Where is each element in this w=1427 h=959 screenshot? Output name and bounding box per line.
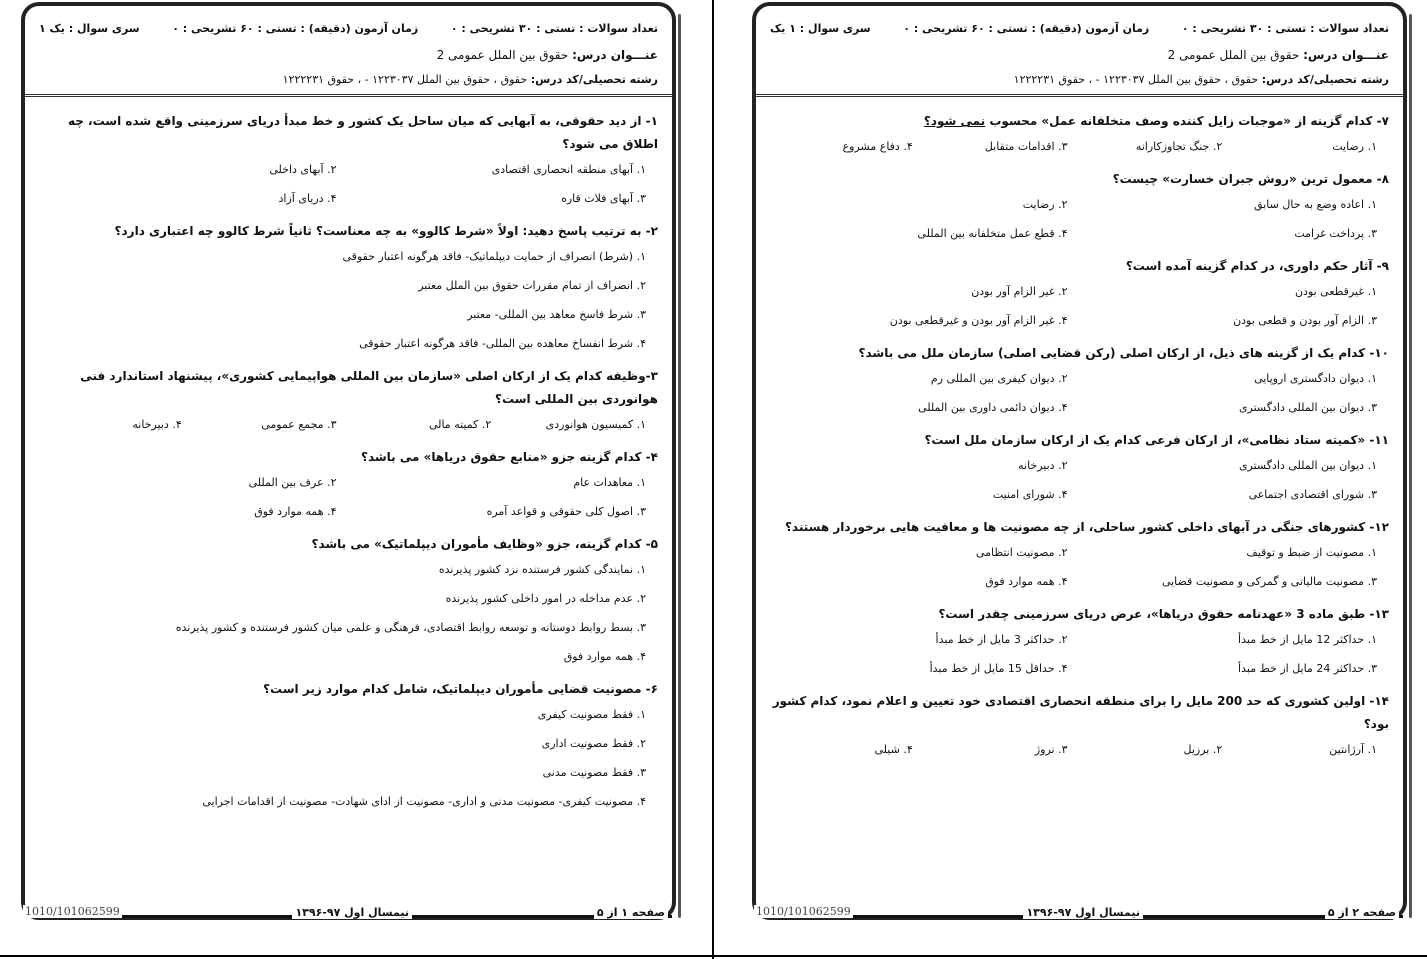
question-stem: ۱۰- کدام یک از گزینه های ذیل، از ارکان اصلی (رکن قضایی اصلی) سازمان ملل می باشد؟	[858, 346, 1389, 360]
question-text	[770, 516, 1389, 539]
field-label: رشته تحصیلی/کد درس:	[1261, 73, 1389, 86]
question-series: سری سوال : ۱ یک	[770, 22, 871, 35]
answer-options	[39, 707, 658, 810]
field-label: رشته تحصیلی/کد درس:	[530, 73, 658, 86]
answer-option: ۴. دفاع مشروع	[842, 140, 913, 153]
answer-option: ۲. عرف بین المللی	[248, 476, 337, 489]
page-footer	[25, 905, 672, 923]
answer-options	[770, 197, 1389, 242]
questions-list	[770, 110, 1389, 771]
answer-options	[770, 458, 1389, 503]
answer-option: ۱. آرژانتین	[1329, 743, 1377, 756]
answer-option: ۳. شورای اقتصادی اجتماعی	[1248, 488, 1377, 501]
course-label: عنـــوان درس:	[1303, 48, 1389, 62]
answer-option: ۲. جنگ تجاوزکارانه	[1135, 140, 1223, 153]
answer-option: ۲. غیر الزام آور بودن	[971, 285, 1068, 298]
question-stem: ۱۴- اولین کشوری که حد 200 مایل را برای منطقه انحصاری اقتصادی خود تعیین و اعلام نمود، کدام کشور بود؟	[772, 694, 1389, 731]
question-text	[770, 690, 1389, 736]
field-value: حقوق ، حقوق بین الملل ۱۲۲۳۰۳۷ - ، حقوق ۱۲۲۲۲۳۱	[282, 73, 528, 86]
footer-page-number: صفحه ۲ از ۵	[1325, 906, 1399, 919]
answer-option: ۴. دریای آزاد	[278, 192, 337, 205]
answer-option: ۳. اقدامات متقابل	[984, 140, 1068, 153]
answer-option: ۳. اصول کلی حقوقی و قواعد آمره	[486, 505, 646, 518]
answer-option: ۱. رضایت	[1332, 140, 1377, 153]
answer-options	[770, 545, 1389, 590]
page-footer	[756, 905, 1403, 923]
answer-option: ۱. (شرط) انصراف از حمایت دیپلماتیک- فاقد هرگونه اعتبار حقوقی	[342, 250, 646, 263]
answer-option: ۲. دیوان کیفری بین المللی رم	[930, 372, 1068, 385]
answer-option: ۴. همه موارد فوق	[563, 650, 646, 663]
question-text	[39, 365, 658, 411]
answer-options	[39, 475, 658, 520]
course-label: عنـــوان درس:	[572, 48, 658, 62]
question-text	[39, 533, 658, 556]
answer-option: ۱. اعاده وضع به حال سابق	[1254, 198, 1377, 211]
answer-options	[770, 139, 1389, 155]
answer-option: ۲. کمیته مالی	[428, 418, 492, 431]
course-title: حقوق بین الملل عمومی 2	[1167, 48, 1300, 62]
answer-option: ۴. غیر الزام آور بودن و غیرقطعی بودن	[889, 314, 1068, 327]
answer-option: ۳. فقط مصونیت مدنی	[542, 766, 646, 779]
footer-term: نیمسال اول ۹۷-۱۳۹۶	[1023, 906, 1143, 919]
question-stem: ۱۱- «کمیته ستاد نظامی»، از ارکان فرعی کدام یک از ارکان سازمان ملل است؟	[924, 433, 1389, 447]
answer-option: ۳. مجمع عمومی	[261, 418, 337, 431]
answer-option: ۴. حداقل 15 مایل از خط مبدأ	[929, 662, 1068, 675]
answer-options	[770, 742, 1389, 758]
answer-option: ۱. حداکثر 12 مایل از خط مبدأ	[1238, 633, 1377, 646]
answer-option: ۲. رضایت	[1022, 198, 1068, 211]
answer-option: ۱. معاهدات عام	[573, 476, 646, 489]
question-underlined-word: نمی شود؟	[923, 114, 986, 128]
answer-option: ۴. شرط انفساخ معاهده بین المللی- فاقد هرگونه اعتبار حقوقی	[359, 337, 646, 350]
question-series: سری سوال : یک ۱	[39, 22, 140, 35]
answer-options	[770, 284, 1389, 329]
answer-option: ۳. مصونیت مالیاتی و گمرکی و مصونیت قضایی	[1161, 575, 1377, 588]
exam-time: زمان آزمون (دقیقه) : تستی : ۶۰ تشریحی : ۰	[172, 22, 419, 35]
answer-option: ۳. الزام آور بودن و قطعی بودن	[1233, 314, 1377, 327]
header-row-counts	[39, 22, 658, 35]
field-row	[770, 73, 1389, 86]
answer-option: ۳. حداکثر 24 مایل از خط مبدأ	[1238, 662, 1377, 675]
answer-option: ۲. حداکثر 3 مایل از خط مبدأ	[935, 633, 1068, 646]
question-text	[39, 678, 658, 701]
answer-option: ۴. همه موارد فوق	[985, 575, 1068, 588]
answer-option: ۲. انصراف از تمام مقررات حقوق بین الملل معتبر	[418, 279, 646, 292]
answer-option: ۳. نروژ	[1034, 743, 1068, 756]
exam-header	[25, 6, 672, 97]
question-stem: ۱۳- طبق ماده 3 «عهدنامه حقوق دریاها»، عرض دریای سرزمینی چقدر است؟	[938, 607, 1389, 621]
footer-code: 1010/101062599	[25, 905, 120, 918]
answer-option: ۴. شورای امنیت	[992, 488, 1068, 501]
answer-option: ۳. پرداخت غرامت	[1294, 227, 1377, 240]
question-text	[39, 220, 658, 243]
answer-option: ۲. آبهای داخلی	[269, 163, 337, 176]
exam-page-1	[21, 2, 676, 920]
answer-option: ۲. فقط مصونیت اداری	[541, 737, 646, 750]
answer-options	[39, 417, 658, 433]
answer-option: ۱. غیرقطعی بودن	[1294, 285, 1377, 298]
question-stem: ۱- از دید حقوقی، به آبهایی که میان ساحل یک کشور و خط مبدأ دریای سرزمینی واقع شده است، چه اطلاق می شود؟	[67, 114, 658, 151]
answer-option: ۴. شیلی	[874, 743, 913, 756]
answer-option: ۴. دبیرخانه	[132, 418, 182, 431]
field-row	[39, 73, 658, 86]
question-stem: ۷- کدام گزینه از «موجبات زایل کننده وصف متخلفانه عمل» محسوب	[989, 114, 1389, 128]
footer-page-number: صفحه ۱ از ۵	[594, 906, 668, 919]
question-text	[770, 342, 1389, 365]
question-text	[770, 168, 1389, 191]
question-text	[770, 603, 1389, 626]
field-value: حقوق ، حقوق بین الملل ۱۲۲۳۰۳۷ - ، حقوق ۱۲۲۲۲۳۱	[1013, 73, 1259, 86]
answer-option: ۱. فقط مصونیت کیفری	[537, 708, 646, 721]
answer-option: ۴. قطع عمل متخلفانه بین المللی	[917, 227, 1068, 240]
answer-option: ۳. شرط فاسخ معاهد بین المللی- معتبر	[467, 308, 646, 321]
answer-option: ۳. آبهای فلات قاره	[561, 192, 646, 205]
answer-options	[770, 632, 1389, 677]
course-title-row	[39, 48, 658, 62]
footer-term: نیمسال اول ۹۷-۱۳۹۶	[292, 906, 412, 919]
question-stem: ۱۲- کشورهای جنگی در آبهای داخلی کشور ساحلی، از چه مصونیت ها و معافیت هایی برخوردار هستند؟	[784, 520, 1389, 534]
question-text	[770, 429, 1389, 452]
question-stem: ۴- کدام گزینه جزو «منابع حقوق دریاها» می باشد؟	[360, 450, 658, 464]
question-stem: ۵- کدام گزینه، جزو «وظایف مأموران دیپلماتیک» می باشد؟	[311, 537, 658, 551]
answer-option: ۲. عدم مداخله در امور داخلی کشور پذیرنده	[445, 592, 646, 605]
footer-code: 1010/101062599	[756, 905, 851, 918]
answer-option: ۳. دیوان بین المللی دادگستری	[1238, 401, 1377, 414]
answer-option: ۴. دیوان دائمی داوری بین المللی	[918, 401, 1068, 414]
course-title: حقوق بین الملل عمومی 2	[436, 48, 569, 62]
answer-option: ۱. آبهای منطقه انحصاری اقتصادی	[491, 163, 646, 176]
answer-option: ۳. بسط روابط دوستانه و توسعه روابط اقتصادی، فرهنگی و علمی میان کشور فرستنده و کشور پذیرنده	[175, 621, 646, 634]
answer-options	[39, 162, 658, 207]
answer-option: ۴. همه موارد فوق	[254, 505, 337, 518]
answer-options	[39, 562, 658, 665]
question-stem: ۳-وظیفه کدام یک از ارکان اصلی «سازمان بین المللی هواپیمایی کشوری»، پیشنهاد استاندارد فنی هوانوردی بین المللی است؟	[80, 369, 658, 406]
question-text	[39, 110, 658, 156]
answer-option: ۱. کمیسیون هوانوردی	[545, 418, 646, 431]
answer-option: ۱. دیوان دادگستری اروپایی	[1254, 372, 1377, 385]
answer-option: ۴. مصونیت کیفری- مصونیت مدنی و اداری- مصونیت از ادای شهادت- مصونیت از اقدامات اجرایی	[202, 795, 646, 808]
course-title-row	[770, 48, 1389, 62]
answer-option: ۱. نمایندگی کشور فرستنده نزد کشور پذیرنده	[438, 563, 646, 576]
answer-option: ۱. مصونیت از ضبط و توقیف	[1246, 546, 1377, 559]
question-stem: ۲- به ترتیب پاسخ دهید: اولاً «شرط کالوو» به چه معناست؟ ثانیاً شرط کالوو چه اعتباری دارد؟	[114, 224, 658, 238]
question-count: تعداد سوالات : تستی : ۳۰ تشریحی : ۰	[1181, 22, 1389, 35]
question-stem: ۸- معمول ترین «روش جبران خسارت» چیست؟	[1112, 172, 1389, 186]
question-text	[39, 446, 658, 469]
question-text	[770, 110, 1389, 133]
questions-list	[39, 110, 658, 823]
question-stem: ۹- آثار حکم داوری، در کدام گزینه آمده است؟	[1125, 259, 1389, 273]
question-count: تعداد سوالات : تستی : ۳۰ تشریحی : ۰	[450, 22, 658, 35]
answer-options	[39, 249, 658, 352]
answer-option: ۲. برزیل	[1183, 743, 1223, 756]
exam-page-2	[752, 2, 1407, 920]
answer-option: ۲. مصونیت انتظامی	[975, 546, 1068, 559]
answer-option: ۲. دبیرخانه	[1018, 459, 1068, 472]
answer-option: ۱. دیوان بین المللی دادگستری	[1238, 459, 1377, 472]
exam-time: زمان آزمون (دقیقه) : تستی : ۶۰ تشریحی : ۰	[903, 22, 1150, 35]
exam-header	[756, 6, 1403, 97]
bottom-rule	[0, 955, 1427, 957]
question-stem: ۶- مصونیت قضایی مأموران دیپلماتیک، شامل کدام موارد زیر است؟	[263, 682, 658, 696]
answer-options	[770, 371, 1389, 416]
header-row-counts	[770, 22, 1389, 35]
question-text	[770, 255, 1389, 278]
page-divider	[712, 0, 714, 959]
